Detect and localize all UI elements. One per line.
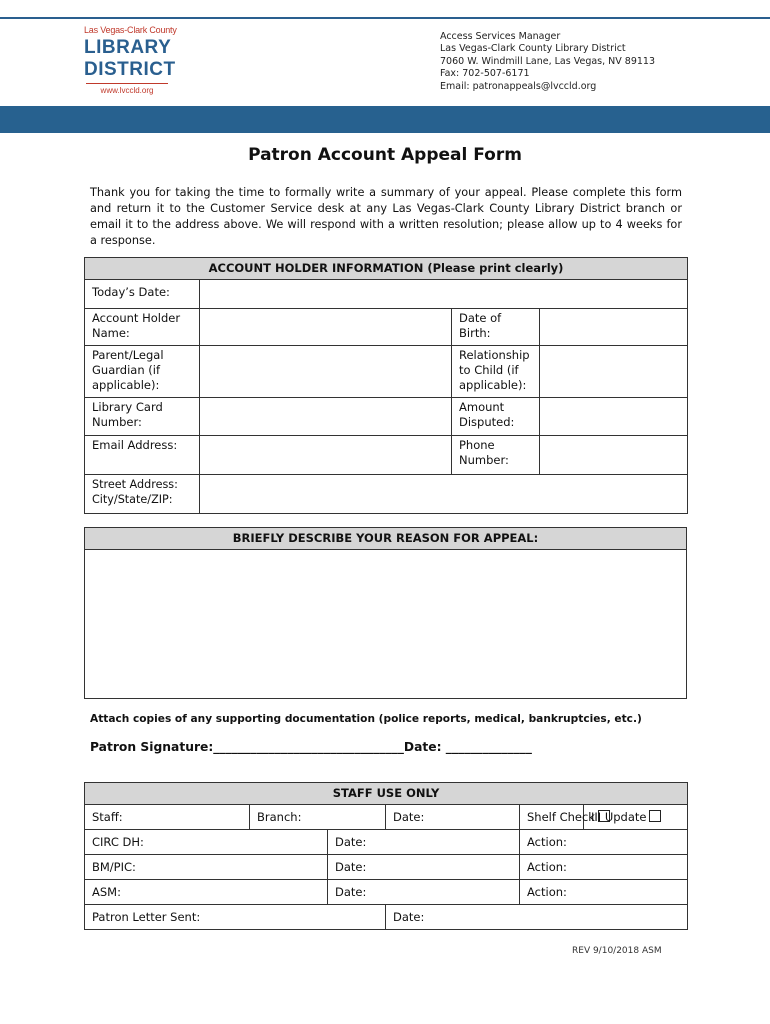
branch-label[interactable]: Branch: <box>250 805 386 830</box>
shelf-check-label: Shelf Check <box>527 809 595 824</box>
account-holder-table <box>84 257 688 514</box>
staff-label[interactable]: Staff: <box>85 805 250 830</box>
relationship-field[interactable] <box>540 346 688 398</box>
address-line: Email: patronappeals@lvccld.org <box>440 80 597 92</box>
todays-date-label: Today’s Date: <box>85 280 200 309</box>
amount-disputed-label: Amount Disputed: <box>452 398 540 436</box>
revision-note: REV 9/10/2018 ASM <box>572 946 662 956</box>
staff-date-label[interactable]: Date: <box>386 805 520 830</box>
reason-table <box>84 527 687 699</box>
logo-word-district: DISTRICT <box>84 59 176 80</box>
circ-dh-label[interactable]: CIRC DH: <box>85 830 328 855</box>
asm-label[interactable]: ASM: <box>85 880 328 905</box>
street-address-label: Street Address: City/State/ZIP: <box>85 475 200 514</box>
staff-section-header: STAFF USE ONLY <box>85 783 688 805</box>
bm-pic-date[interactable]: Date: <box>328 855 520 880</box>
phone-field[interactable] <box>540 436 688 475</box>
signature-line[interactable]: Patron Signature:_______________________________Date: ______________ <box>90 740 532 754</box>
address-line: Fax: 702-507-6171 <box>440 68 530 80</box>
shelf-check-checkbox[interactable] <box>520 805 595 830</box>
bm-pic-action[interactable]: Action: <box>520 855 688 880</box>
logo-tagline: Las Vegas-Clark County <box>84 25 177 35</box>
bm-pic-label[interactable]: BM/PIC: <box>85 855 328 880</box>
account-section-header: ACCOUNT HOLDER INFORMATION (Please print clearly) <box>85 258 688 280</box>
asm-date[interactable]: Date: <box>328 880 520 905</box>
address-line: Access Services Manager <box>440 31 561 42</box>
dob-label: Date of Birth: <box>452 309 540 346</box>
logo-divider <box>86 83 168 84</box>
iii-update-label: III Update <box>591 809 647 824</box>
guardian-label: Parent/Legal Guardian (if applicable): <box>85 346 200 398</box>
iii-update-checkbox[interactable] <box>584 805 688 830</box>
amount-disputed-field[interactable] <box>540 398 688 436</box>
address-line: 7060 W. Windmill Lane, Las Vegas, NV 89113 <box>440 55 656 67</box>
address-line: Las Vegas-Clark County Library District <box>440 43 626 55</box>
email-label: Email Address: <box>85 436 200 475</box>
header-band <box>0 106 770 133</box>
guardian-field[interactable] <box>200 346 452 398</box>
todays-date-field[interactable] <box>200 280 688 309</box>
asm-action[interactable]: Action: <box>520 880 688 905</box>
circ-dh-date[interactable]: Date: <box>328 830 520 855</box>
street-address-field[interactable] <box>200 475 688 514</box>
attach-note: Attach copies of any supporting documentation (police reports, medical, bankruptcies, etc.) <box>90 713 642 725</box>
dob-field[interactable] <box>540 309 688 346</box>
holder-name-field[interactable] <box>200 309 452 346</box>
letter-sent-label[interactable]: Patron Letter Sent: <box>85 905 386 930</box>
email-field[interactable] <box>200 436 452 475</box>
holder-name-label: Account Holder Name: <box>85 309 200 346</box>
reason-text-area[interactable] <box>85 550 687 699</box>
card-number-label: Library Card Number: <box>85 398 200 436</box>
intro-paragraph: Thank you for taking the time to formally write a summary of your appeal. Please complete this form and return it to the Customer Service desk at any Las Vegas-Clark County Library District branch or email it to the address above. We will respond with a written resolution; please allow up to 4 weeks for a response. <box>90 186 682 247</box>
page-title: Patron Account Appeal Form <box>248 145 522 165</box>
letter-sent-date[interactable]: Date: <box>386 905 688 930</box>
logo-word-library: LIBRARY <box>84 37 172 58</box>
card-number-field[interactable] <box>200 398 452 436</box>
checkbox-icon[interactable] <box>649 810 661 822</box>
logo-url: www.lvccld.org <box>100 86 154 95</box>
contact-address <box>440 31 655 93</box>
reason-section-header: BRIEFLY DESCRIBE YOUR REASON FOR APPEAL: <box>85 528 687 550</box>
library-logo <box>84 25 177 95</box>
staff-use-table <box>84 782 688 930</box>
phone-label: Phone Number: <box>452 436 540 475</box>
circ-dh-action[interactable]: Action: <box>520 830 688 855</box>
relationship-label: Relationship to Child (if applicable): <box>452 346 540 398</box>
top-rule <box>0 17 770 19</box>
